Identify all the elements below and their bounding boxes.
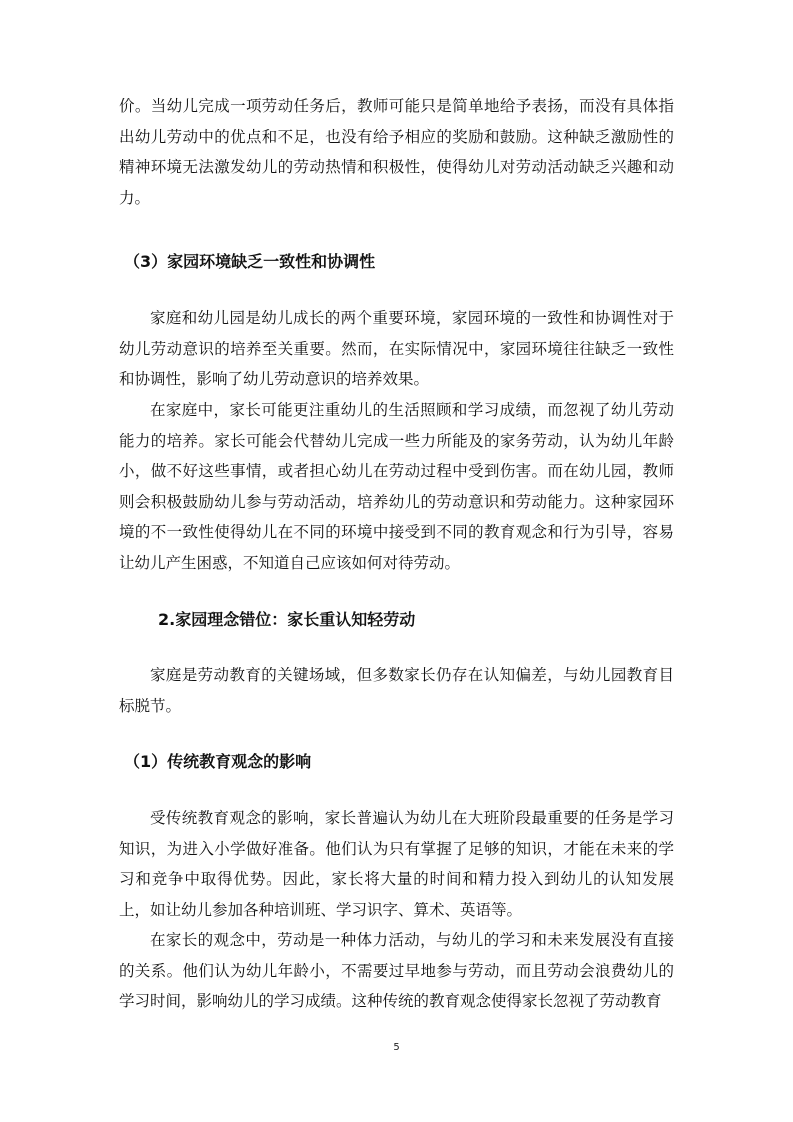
paragraph-family-key-field: 家庭是劳动教育的关键场域，但多数家长仍存在认知偏差，与幼儿园教育目标脱节。 — [119, 666, 674, 715]
section-heading-parent-concept-mismatch: 2.家园理念错位：家长重认知轻劳动 — [158, 610, 416, 629]
paragraph-traditional-influence: 受传统教育观念的影响，家长普遍认为幼儿在大班阶段最重要的任务是学习知识，为进入小学做好准备。他们认为只有掌握了足够的知识，才能在未来的学习和竞争中取得优势。因此，家长将大量的时间和精力投入到幼儿的认知发展上，如让幼儿参加各种培训班、学习识字、算术、英语等。 — [119, 809, 674, 919]
section-heading-home-school-consistency: （3）家园环境缺乏一致性和协调性 — [124, 252, 376, 271]
page-number: 5 — [393, 1042, 400, 1053]
paragraph-home-school-environment: 家庭和幼儿园是幼儿成长的两个重要环境，家园环境的一致性和协调性对于幼儿劳动意识的培养至关重要。然而，在实际情况中，家园环境往往缺乏一致性和协调性，影响了幼儿劳动意识的培养效果。 — [119, 309, 674, 388]
paragraph-parent-view-of-labor: 在家长的观念中，劳动是一种体力活动，与幼儿的学习和未来发展没有直接的关系。他们认为幼儿年龄小，不需要过早地参与劳动，而且劳动会浪费幼儿的学习时间，影响幼儿的学习成绩。这种传统的教育观念使得家长忽视了劳动教育 — [119, 931, 674, 1010]
paragraph-continuation: 价。当幼儿完成一项劳动任务后，教师可能只是简单地给予表扬，而没有具体指出幼儿劳动中的优点和不足，也没有给予相应的奖励和鼓励。这种缺乏激励性的精神环境无法激发幼儿的劳动热情和积极性，使得幼儿对劳动活动缺乏兴趣和动力。 — [119, 97, 674, 207]
paragraph-family-vs-kindergarten: 在家庭中，家长可能更注重幼儿的生活照顾和学习成绩，而忽视了幼儿劳动能力的培养。家长可能会代替幼儿完成一些力所能及的家务劳动，认为幼儿年龄小，做不好这些事情，或者担心幼儿在劳动过程中受到伤害。而在幼儿园，教师则会积极鼓励幼儿参与劳动活动，培养幼儿的劳动意识和劳动能力。这种家园环境的不一致性使得幼儿在不同的环境中接受到不同的教育观念和行为引导，容易让幼儿产生困惑，不知道自己应该如何对待劳动。 — [119, 401, 674, 572]
section-heading-traditional-concepts: （1）传统教育观念的影响 — [124, 752, 312, 771]
